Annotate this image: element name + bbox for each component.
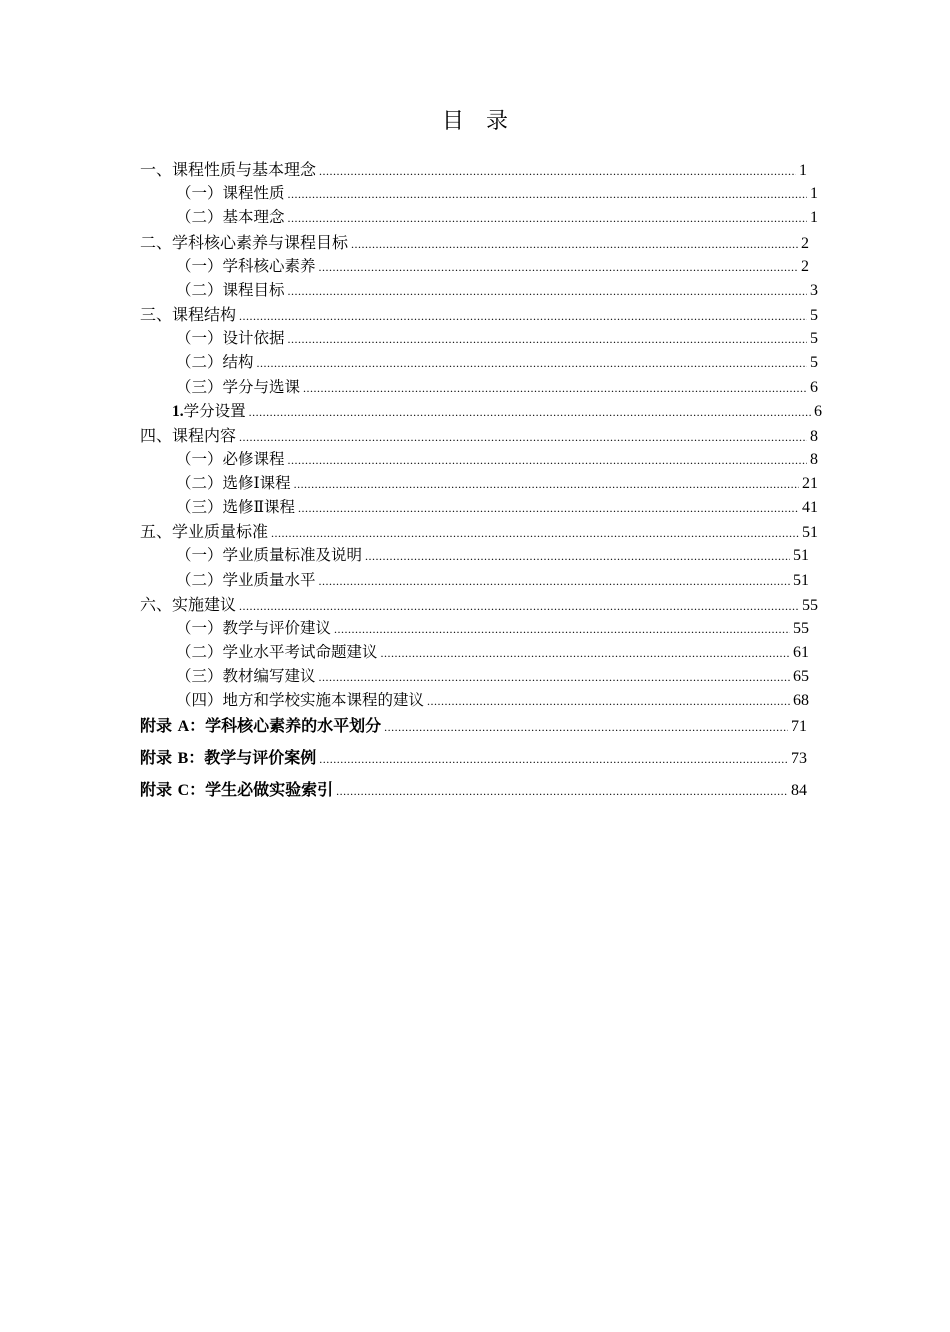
toc-entry-label	[140, 777, 333, 800]
toc-entry-page: 5	[810, 354, 818, 371]
toc-entry-page: 84	[791, 782, 807, 799]
dot-leader	[257, 356, 807, 371]
toc-entry-page: 2	[801, 258, 809, 275]
toc-entry-page: 51	[802, 524, 818, 541]
appendix-prefix: 附录	[140, 748, 173, 767]
toc-entry-label: （二）学业质量水平	[176, 571, 316, 589]
toc-entry-page: 61	[793, 644, 809, 661]
dot-leader	[239, 309, 807, 324]
toc-entry-page: 73	[791, 750, 807, 767]
dot-leader	[427, 694, 790, 709]
toc-entry-label: （一）学业质量标准及说明	[176, 546, 363, 564]
toc-entry-label: 一、课程性质与基本理念	[140, 160, 317, 179]
toc-entry-page: 6	[814, 403, 822, 420]
toc-entry[interactable]	[176, 471, 818, 493]
toc-entry-page: 3	[810, 282, 818, 299]
dot-leader	[239, 599, 799, 614]
toc-entry-label: （二）学业水平考试命题建议	[176, 643, 378, 661]
dot-leader	[294, 477, 799, 492]
toc-entry[interactable]	[176, 616, 809, 638]
dot-leader	[319, 670, 790, 685]
toc-entry-label: （二）基本理念	[176, 208, 285, 226]
toc-entry-appendix[interactable]	[140, 745, 807, 767]
toc-entry-label: （二）课程目标	[176, 281, 285, 299]
toc-entry-label: 四、课程内容	[140, 426, 237, 445]
appendix-prefix: 附录	[140, 780, 173, 799]
toc-entry-page: 55	[793, 620, 809, 637]
dot-leader	[319, 164, 796, 179]
toc-title: 目录	[441, 109, 530, 134]
dot-leader	[319, 752, 788, 767]
toc-entry-appendix[interactable]	[140, 777, 807, 799]
toc-entry-label: （一）学科核心素养	[176, 257, 316, 275]
toc-entry-label: （三）教材编写建议	[176, 667, 316, 685]
toc-entry-page: 51	[793, 547, 809, 564]
toc-entry[interactable]	[176, 447, 818, 469]
toc-entry[interactable]	[176, 326, 818, 348]
toc-entry-page: 1	[799, 162, 807, 179]
toc-entry[interactable]	[140, 230, 809, 252]
dot-leader	[298, 501, 799, 516]
dot-leader	[336, 784, 788, 799]
dot-leader	[319, 574, 790, 589]
toc-entry-page: 5	[810, 307, 818, 324]
toc-entry-label	[140, 745, 316, 768]
appendix-letter: C	[177, 782, 190, 799]
toc-entry-label: （三）学分与选课	[176, 378, 301, 396]
toc-entry-label: 六、实施建议	[140, 595, 237, 614]
dot-leader	[288, 453, 807, 468]
toc-entry-label: （二）选修Ⅰ课程	[176, 474, 291, 492]
toc-entry-label: （四）地方和学校实施本课程的建议	[176, 691, 425, 709]
toc-entry-number: 1.	[172, 403, 184, 420]
toc-entry-page: 21	[802, 475, 818, 492]
toc-entry-page: 55	[802, 597, 818, 614]
toc-entry-label: （一）必修课程	[176, 450, 285, 468]
toc-entry-label: 五、学业质量标准	[140, 522, 269, 541]
appendix-title: ：学生必做实验索引	[189, 780, 334, 799]
toc-entry[interactable]	[176, 640, 809, 662]
toc-entry-text: 学分设置	[183, 402, 246, 420]
toc-entry[interactable]	[176, 278, 818, 300]
toc-entry-label	[140, 713, 381, 736]
toc-entry-page: 41	[802, 499, 818, 516]
toc-entry-label: （一）课程性质	[176, 184, 285, 202]
toc-entry[interactable]	[140, 302, 818, 324]
toc-entry[interactable]	[176, 181, 818, 203]
toc-entry[interactable]	[140, 519, 818, 541]
toc-entry[interactable]	[140, 592, 818, 614]
dot-leader	[351, 237, 798, 252]
toc-entry[interactable]	[176, 543, 809, 565]
toc-entry-label: （二）结构	[176, 353, 254, 371]
toc-entry[interactable]	[176, 254, 809, 276]
dot-leader	[249, 405, 811, 420]
toc-entry[interactable]	[176, 688, 809, 710]
toc-entry-page: 51	[793, 572, 809, 589]
dot-leader	[303, 381, 807, 396]
toc-entry[interactable]	[172, 399, 822, 421]
toc-entry-label	[172, 399, 246, 421]
dot-leader	[271, 526, 799, 541]
toc-entry-label: 二、学科核心素养与课程目标	[140, 233, 349, 252]
appendix-prefix: 附录	[140, 716, 173, 735]
dot-leader	[288, 332, 807, 347]
appendix-letter: B	[177, 750, 189, 767]
toc-entry-page: 1	[810, 185, 818, 202]
toc-entry-page: 1	[810, 209, 818, 226]
toc-entry-page: 8	[810, 451, 818, 468]
toc-entry[interactable]	[176, 495, 818, 517]
toc-entry[interactable]	[176, 350, 818, 372]
dot-leader	[384, 720, 788, 735]
toc-entry-appendix[interactable]	[140, 713, 807, 735]
toc-entry[interactable]	[140, 423, 818, 445]
toc-entry-page: 65	[793, 668, 809, 685]
toc-entry-label: （一）设计依据	[176, 329, 285, 347]
dot-leader	[288, 211, 807, 226]
toc-entry-label: （三）选修Ⅱ课程	[176, 498, 296, 516]
dot-leader	[365, 549, 790, 564]
toc-entry-label: 三、课程结构	[140, 305, 237, 324]
dot-leader	[288, 187, 807, 202]
toc-entry[interactable]	[176, 375, 818, 397]
dot-leader	[334, 622, 790, 637]
appendix-letter: A	[177, 718, 190, 735]
toc-entry[interactable]	[176, 568, 809, 590]
toc-entry-page: 6	[810, 379, 818, 396]
dot-leader	[288, 284, 807, 299]
dot-leader	[239, 430, 807, 445]
toc-entry[interactable]	[176, 205, 818, 227]
appendix-title: ：学科核心素养的水平划分	[189, 716, 382, 735]
dot-leader	[319, 260, 798, 275]
toc-entry-page: 2	[801, 235, 809, 252]
toc-entry[interactable]	[140, 157, 807, 179]
toc-entry-page: 5	[810, 330, 818, 347]
dot-leader	[381, 646, 790, 661]
appendix-title: ：教学与评价案例	[188, 748, 317, 767]
toc-entry-label: （一）教学与评价建议	[176, 619, 332, 637]
toc-entry-page: 8	[810, 428, 818, 445]
toc-entry[interactable]	[176, 664, 809, 686]
toc-entry-page: 71	[791, 718, 807, 735]
toc-entry-page: 68	[793, 692, 809, 709]
